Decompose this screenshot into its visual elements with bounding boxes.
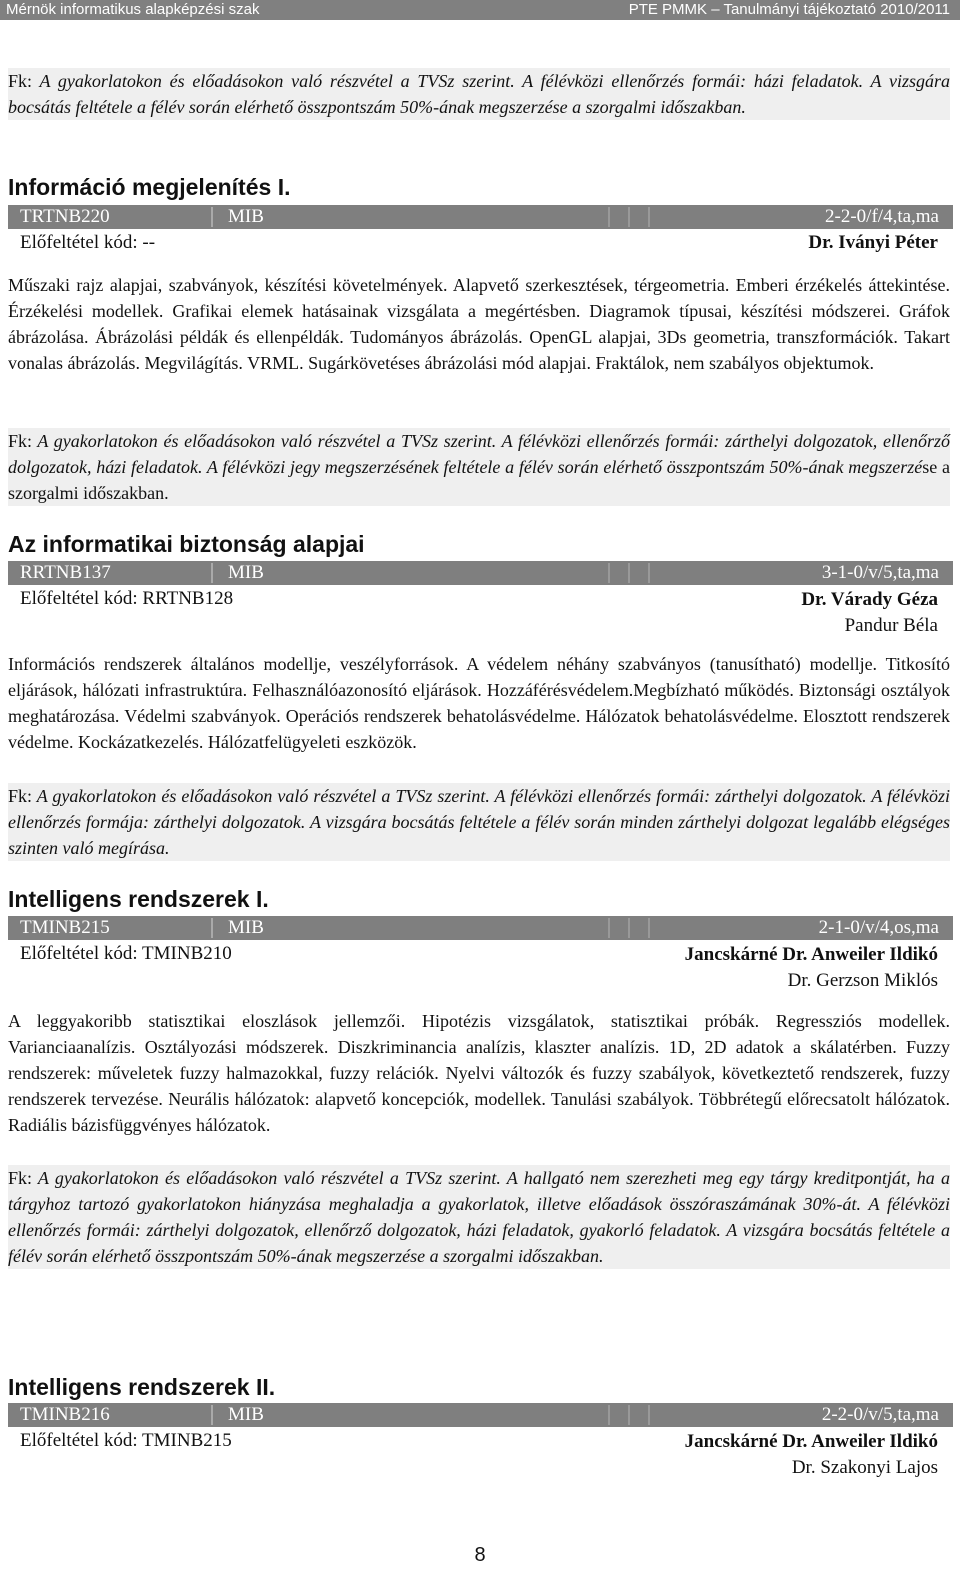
- course-hours: 2-2-0/v/5,ta,ma: [821, 1404, 939, 1425]
- bar-divider: [608, 563, 610, 583]
- prerequisite-code: Előfeltétel kód: RRTNB128: [20, 588, 234, 609]
- fk-label: Fk:: [8, 71, 33, 91]
- bar-divider: [608, 1405, 610, 1425]
- course-code-bar: [8, 205, 953, 229]
- lecturers: [801, 587, 938, 639]
- course-code: TRTNB220: [20, 206, 110, 227]
- page-number: 8: [474, 1544, 486, 1566]
- course-title: Intelligens rendszerek II.: [8, 1374, 276, 1400]
- bar-divider: [648, 563, 650, 583]
- program-code: MIB: [228, 562, 264, 583]
- bar-divider: [648, 207, 650, 227]
- course-code: TMINB215: [20, 917, 110, 938]
- course-title: Az informatikai biztonság alapjai: [8, 531, 365, 557]
- course-requirements: [8, 1165, 950, 1269]
- lecturer-primary: Jancskárné Dr. Anweiler Ildikó: [684, 944, 938, 965]
- bar-divider: [628, 207, 630, 227]
- course-title: Információ megjelenítés I.: [8, 174, 291, 200]
- fk-label: Fk:: [8, 786, 33, 806]
- bar-divider: [628, 918, 630, 938]
- intro-requirements-paragraph: [8, 68, 950, 120]
- bar-divider: [628, 1405, 630, 1425]
- course-code-bar: [8, 916, 953, 940]
- bar-divider: [211, 1405, 213, 1425]
- bar-divider: [211, 918, 213, 938]
- bar-divider: [648, 1405, 650, 1425]
- lecturer-primary: Dr. Iványi Péter: [808, 232, 938, 253]
- requirements-text-tail: se a szorgalmi időszakban.: [8, 457, 951, 503]
- lecturer-secondary: Pandur Béla: [844, 615, 938, 636]
- lecturers: [808, 230, 938, 256]
- page-header: [0, 0, 960, 20]
- course-requirements: [8, 428, 950, 506]
- prerequisite-code: Előfeltétel kód: --: [20, 232, 156, 253]
- course-code-bar: [8, 1403, 953, 1427]
- prerequisite-code: Előfeltétel kód: TMINB210: [20, 943, 232, 964]
- requirements-text: A gyakorlatokon és előadásokon való részvétel a TVSz szerint. A hallgató nem szerezheti meg egy tárgy kreditpontját, ha a tárgyhoz tartozó gyakorlatokon hiányzása meghaladja a gyakorlatok, illetve előadások összóraszámának 30%-át. A félévközi ellenőrzés formái: zárthelyi dolgozatok, ellenőrző dolgozatok, házi feladatok, gyakorló feladatok. A vizsgára bocsátás feltétele a félév során elérhető összpontszám 50%-ának megszerzése a szorgalmi időszakban.: [8, 1168, 950, 1266]
- intro-requirements-text: A gyakorlatokon és előadásokon való részvétel a TVSz szerint. A félévközi ellenőrzés formái: házi feladatok. A vizsgára bocsátás feltétele a félév során elérhető összpontszám 50%-ának megszerzése a szorgalmi időszakban.: [8, 71, 950, 117]
- program-code: MIB: [228, 1404, 264, 1425]
- course-hours: 2-2-0/f/4,ta,ma: [825, 206, 939, 227]
- course-title: Intelligens rendszerek I.: [8, 886, 269, 912]
- course-code: TMINB216: [20, 1404, 110, 1425]
- requirements-text: A gyakorlatokon és előadásokon való részvétel a TVSz szerint. A félévközi ellenőrzés formái: zárthelyi dolgozatok. A félévközi ellenőrzés formája: zárthelyi dolgozatok. A vizsgára bocsátás feltétele a félév során minden zárthelyi dolgozat legalább elégséges szinten való megírása.: [8, 786, 950, 858]
- fk-label: Fk:: [8, 1168, 33, 1188]
- lecturers: [685, 1429, 938, 1481]
- lecturer-primary: Dr. Várady Géza: [801, 589, 938, 610]
- program-code: MIB: [228, 917, 264, 938]
- prerequisite-code: Előfeltétel kód: TMINB215: [20, 1430, 232, 1451]
- course-requirements: [8, 783, 950, 861]
- course-description: A leggyakoribb statisztikai eloszlások jellemzői. Hipotézis vizsgálatok, statisztikai próbák. Regressziós modellek. Varianciaanalízis. Osztályozási módszerek. Diszkriminancia analízis, klaszter analízis. 1D, 2D adatok a skálatérben. Fuzzy rendszerek: műveletek fuzzy halmazokkal, fuzzy relációk. Nyelvi változók és fuzzy szabályok, következtető rendszerek, fuzzy rendszerek tervezése. Neurális hálózatok: alapvető koncepciók, modellek. Tanulási szabályok. Többrétegű előrecsatolt hálózatok. Radiális bázisfüggvényes hálózatok.: [8, 1011, 950, 1135]
- program-code: MIB: [228, 206, 264, 227]
- lecturer-primary: Jancskárné Dr. Anweiler Ildikó: [684, 1431, 938, 1452]
- fk-label: Fk:: [8, 431, 33, 451]
- bar-divider: [608, 207, 610, 227]
- course-hours: 2-1-0/v/4,os,ma: [818, 917, 939, 938]
- header-document-title: PTE PMMK – Tanulmányi tájékoztató 2010/2011: [628, 1, 950, 18]
- requirements-text: A gyakorlatokon és előadásokon való részvétel a TVSz szerint. A félévközi ellenőrzés formái: zárthelyi dolgozatok, ellenőrző dolgozatok, házi feladatok. A félévközi jegy megszerzésének feltétele a félév során elérhető összpontszám 50%-ának megszerzé: [8, 431, 950, 477]
- lecturers: [685, 942, 938, 994]
- course-code-bar: [8, 561, 953, 585]
- lecturer-secondary: Dr. Gerzson Miklós: [787, 970, 938, 991]
- bar-divider: [628, 563, 630, 583]
- bar-divider: [211, 563, 213, 583]
- header-program-name: Mérnök informatikus alapképzési szak: [6, 1, 260, 18]
- bar-divider: [608, 918, 610, 938]
- lecturer-secondary: Dr. Szakonyi Lajos: [791, 1457, 938, 1478]
- course-code: RRTNB137: [20, 562, 111, 583]
- course-description: Információs rendszerek általános modellje, veszélyforrások. A védelem néhány szabványos (tanusítható) modellje. Titkosító eljárások, hálózati infrastruktúra. Felhasználóazonosító eljárások. Hozzáférésvédelem.Megbízható működés. Biztonsági osztályok meghatározása. Védelmi szabványok. Operációs rendszerek behatolásvédelme. Hálózatok behatolásvédelme. Elosztott rendszerek védelme. Kockázatkezelés. Hálózatfelügyeleti eszközök.: [8, 654, 950, 752]
- course-description: Műszaki rajz alapjai, szabványok, készítési követelmények. Alapvető szerkesztések, térgeometria. Emberi érzékelés áttekintése. Érzékelési modellek. Grafikai elemek hatásainak vizsgálata a megértésben. Diagramok típusai, készítési módszerei. Gráfok ábrázolása. Ábrázolási példák és ellenpéldák. Tudományos ábrázolás. OpenGL alapjai, 3Ds geometria, transzformációk. Takart vonalas ábrázolás. Megvilágítás. VRML. Sugárkövetéses ábrázolási mód alapjai. Fraktálok, nem szabályos objektumok.: [8, 275, 950, 373]
- course-hours: 3-1-0/v/5,ta,ma: [821, 562, 939, 583]
- bar-divider: [211, 207, 213, 227]
- bar-divider: [648, 918, 650, 938]
